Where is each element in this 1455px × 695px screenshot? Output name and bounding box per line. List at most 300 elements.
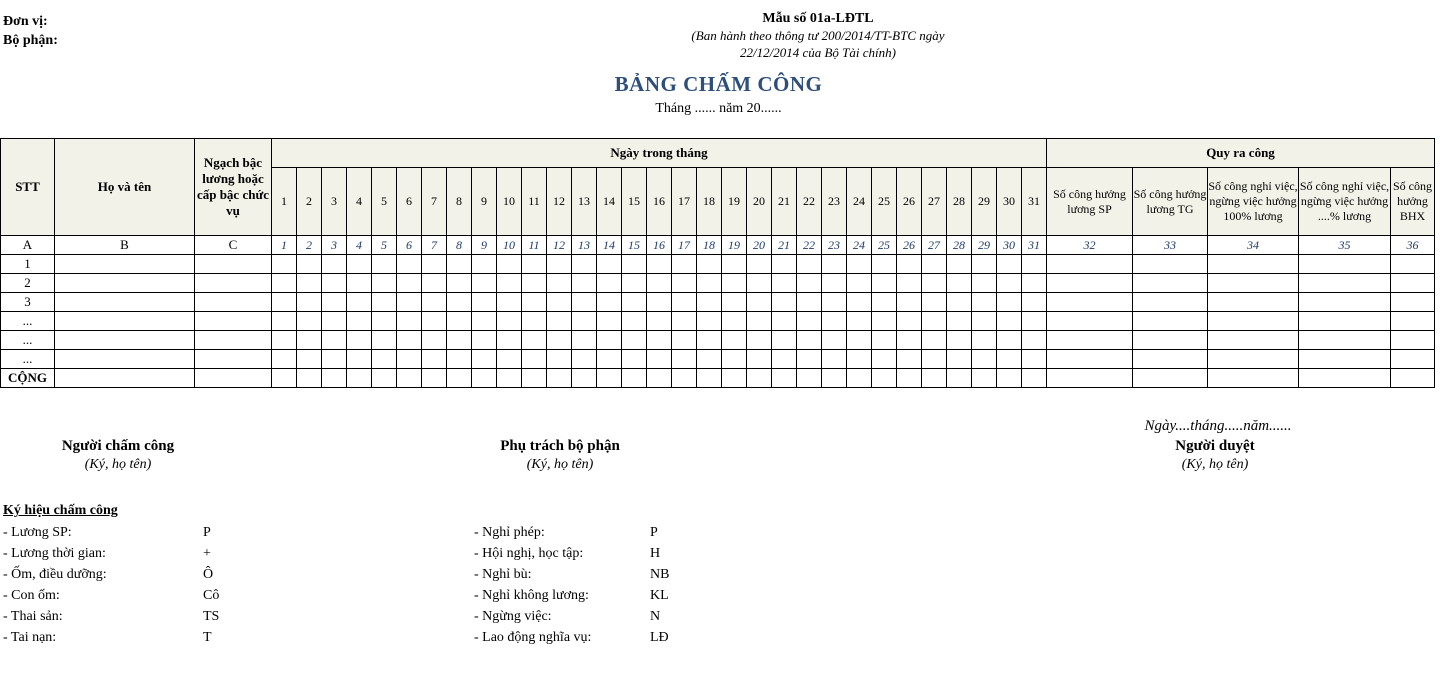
- entry-cell[interactable]: [547, 331, 572, 350]
- entry-cell[interactable]: [1208, 274, 1299, 293]
- entry-cell[interactable]: [947, 350, 972, 369]
- entry-cell[interactable]: [672, 293, 697, 312]
- entry-cell[interactable]: [1391, 274, 1435, 293]
- code-day: 21: [772, 236, 797, 255]
- entry-cell[interactable]: [472, 274, 497, 293]
- entry-cell[interactable]: [1133, 255, 1208, 274]
- entry-cell[interactable]: [472, 293, 497, 312]
- entry-cell[interactable]: [547, 274, 572, 293]
- entry-cell[interactable]: [522, 312, 547, 331]
- entry-cell[interactable]: [1208, 350, 1299, 369]
- entry-cell[interactable]: [922, 274, 947, 293]
- total-cell[interactable]: [272, 369, 297, 388]
- entry-cell[interactable]: [697, 274, 722, 293]
- entry-cell[interactable]: [1022, 274, 1047, 293]
- entry-cell[interactable]: [1047, 255, 1133, 274]
- entry-cell[interactable]: [272, 331, 297, 350]
- entry-cell[interactable]: [972, 312, 997, 331]
- entry-cell[interactable]: [997, 312, 1022, 331]
- code-day: 17: [672, 236, 697, 255]
- entry-cell[interactable]: [1299, 350, 1391, 369]
- entry-cell[interactable]: [947, 331, 972, 350]
- entry-cell[interactable]: [947, 255, 972, 274]
- entry-cell[interactable]: [55, 274, 195, 293]
- entry-cell[interactable]: [347, 293, 372, 312]
- entry-cell[interactable]: [872, 293, 897, 312]
- entry-cell[interactable]: [472, 331, 497, 350]
- entry-cell[interactable]: [747, 293, 772, 312]
- entry-cell[interactable]: [647, 293, 672, 312]
- entry-cell[interactable]: [697, 331, 722, 350]
- entry-cell[interactable]: [772, 255, 797, 274]
- entry-cell[interactable]: [572, 312, 597, 331]
- approver-signature: [1115, 438, 1315, 473]
- entry-cell[interactable]: [722, 312, 747, 331]
- entry-cell[interactable]: [797, 293, 822, 312]
- legend-label: - Lương SP:: [3, 525, 72, 540]
- total-cell[interactable]: [1047, 369, 1133, 388]
- entry-cell[interactable]: [672, 255, 697, 274]
- entry-cell[interactable]: [647, 331, 672, 350]
- entry-cell[interactable]: [697, 312, 722, 331]
- entry-cell[interactable]: [422, 255, 447, 274]
- entry-cell[interactable]: [55, 293, 195, 312]
- entry-cell[interactable]: [272, 312, 297, 331]
- day-header: 30: [997, 168, 1022, 236]
- entry-cell[interactable]: [822, 331, 847, 350]
- total-cell[interactable]: [1022, 369, 1047, 388]
- entry-cell[interactable]: [922, 331, 947, 350]
- entry-cell[interactable]: [497, 350, 522, 369]
- entry-cell[interactable]: [1208, 312, 1299, 331]
- entry-cell[interactable]: [822, 293, 847, 312]
- entry-cell[interactable]: [1208, 331, 1299, 350]
- entry-cell[interactable]: [322, 274, 347, 293]
- entry-cell[interactable]: [872, 350, 897, 369]
- code-day: 26: [897, 236, 922, 255]
- total-cell[interactable]: [697, 369, 722, 388]
- day-header: 27: [922, 168, 947, 236]
- entry-cell[interactable]: [297, 255, 322, 274]
- code-day: 15: [622, 236, 647, 255]
- entry-cell[interactable]: [847, 331, 872, 350]
- entry-cell[interactable]: [622, 293, 647, 312]
- entry-cell[interactable]: [372, 331, 397, 350]
- entry-cell[interactable]: [195, 312, 272, 331]
- entry-cell[interactable]: [322, 312, 347, 331]
- legend-code: NB: [650, 567, 670, 582]
- entry-cell[interactable]: [697, 350, 722, 369]
- entry-cell[interactable]: [1299, 274, 1391, 293]
- entry-cell[interactable]: [772, 274, 797, 293]
- col-header-grade: Ngạch bậc lương hoặc cấp bậc chức vụ: [195, 139, 272, 236]
- total-cell[interactable]: [1299, 369, 1391, 388]
- entry-cell[interactable]: [897, 255, 922, 274]
- total-cell[interactable]: [922, 369, 947, 388]
- entry-cell[interactable]: [522, 350, 547, 369]
- legend-code: Cô: [203, 588, 220, 603]
- total-cell[interactable]: [372, 369, 397, 388]
- total-cell[interactable]: [497, 369, 522, 388]
- entry-cell[interactable]: [1022, 293, 1047, 312]
- entry-cell[interactable]: [947, 293, 972, 312]
- entry-cell[interactable]: [1022, 255, 1047, 274]
- entry-cell[interactable]: [397, 331, 422, 350]
- entry-cell[interactable]: [672, 331, 697, 350]
- entry-cell[interactable]: [972, 293, 997, 312]
- entry-cell[interactable]: [1391, 293, 1435, 312]
- entry-cell[interactable]: [547, 312, 572, 331]
- entry-cell[interactable]: [522, 255, 547, 274]
- entry-cell[interactable]: [972, 350, 997, 369]
- entry-cell[interactable]: [872, 331, 897, 350]
- entry-cell[interactable]: [272, 293, 297, 312]
- entry-cell[interactable]: [997, 331, 1022, 350]
- entry-cell[interactable]: [547, 350, 572, 369]
- entry-cell[interactable]: [272, 350, 297, 369]
- entry-cell[interactable]: [55, 312, 195, 331]
- entry-cell[interactable]: [1022, 350, 1047, 369]
- entry-cell[interactable]: [297, 293, 322, 312]
- entry-cell[interactable]: [1391, 331, 1435, 350]
- entry-cell[interactable]: [497, 274, 522, 293]
- entry-cell[interactable]: [372, 350, 397, 369]
- entry-cell[interactable]: [397, 255, 422, 274]
- entry-cell[interactable]: [522, 293, 547, 312]
- entry-cell[interactable]: [397, 293, 422, 312]
- total-cell[interactable]: [1133, 369, 1208, 388]
- code-day: 5: [372, 236, 397, 255]
- entry-cell[interactable]: [622, 255, 647, 274]
- entry-cell[interactable]: [597, 331, 622, 350]
- total-cell[interactable]: [195, 369, 272, 388]
- total-cell[interactable]: [622, 369, 647, 388]
- total-cell[interactable]: [422, 369, 447, 388]
- entry-cell[interactable]: [747, 255, 772, 274]
- total-cell[interactable]: [347, 369, 372, 388]
- total-cell[interactable]: [522, 369, 547, 388]
- entry-cell[interactable]: [897, 350, 922, 369]
- legend-item: [474, 627, 754, 648]
- entry-cell[interactable]: [972, 255, 997, 274]
- entry-cell[interactable]: [1047, 312, 1133, 331]
- entry-cell[interactable]: [597, 293, 622, 312]
- entry-cell[interactable]: [597, 274, 622, 293]
- entry-cell[interactable]: [797, 274, 822, 293]
- entry-cell[interactable]: [1047, 293, 1133, 312]
- row-number: 3: [1, 293, 55, 312]
- entry-cell[interactable]: [797, 350, 822, 369]
- entry-cell[interactable]: [372, 255, 397, 274]
- entry-cell[interactable]: [822, 312, 847, 331]
- entry-cell[interactable]: [972, 331, 997, 350]
- entry-cell[interactable]: [472, 312, 497, 331]
- day-header: 26: [897, 168, 922, 236]
- total-cell[interactable]: [1208, 369, 1299, 388]
- entry-cell[interactable]: [722, 274, 747, 293]
- entry-cell[interactable]: [497, 331, 522, 350]
- entry-cell[interactable]: [1022, 331, 1047, 350]
- legend-item: [3, 543, 283, 564]
- entry-cell[interactable]: [897, 293, 922, 312]
- entry-cell[interactable]: [847, 350, 872, 369]
- entry-cell[interactable]: [397, 274, 422, 293]
- entry-cell[interactable]: [55, 255, 195, 274]
- entry-cell[interactable]: [772, 331, 797, 350]
- total-cell[interactable]: [547, 369, 572, 388]
- entry-cell[interactable]: [1208, 293, 1299, 312]
- entry-cell[interactable]: [922, 350, 947, 369]
- entry-cell[interactable]: [472, 255, 497, 274]
- entry-cell[interactable]: [572, 293, 597, 312]
- entry-cell[interactable]: [897, 312, 922, 331]
- entry-cell[interactable]: [1208, 255, 1299, 274]
- entry-cell[interactable]: [195, 274, 272, 293]
- total-cell[interactable]: [597, 369, 622, 388]
- entry-cell[interactable]: [322, 331, 347, 350]
- total-cell[interactable]: [947, 369, 972, 388]
- entry-cell[interactable]: [272, 274, 297, 293]
- entry-cell[interactable]: [722, 350, 747, 369]
- entry-cell[interactable]: [1133, 293, 1208, 312]
- entry-cell[interactable]: [547, 255, 572, 274]
- entry-cell[interactable]: [772, 350, 797, 369]
- total-cell[interactable]: [297, 369, 322, 388]
- date-line: Ngày....tháng.....năm......: [1144, 418, 1292, 434]
- total-cell[interactable]: [447, 369, 472, 388]
- entry-cell[interactable]: [1391, 255, 1435, 274]
- code-day: 6: [397, 236, 422, 255]
- entry-cell[interactable]: [195, 350, 272, 369]
- entry-cell[interactable]: [372, 312, 397, 331]
- total-cell[interactable]: [55, 369, 195, 388]
- total-cell[interactable]: [722, 369, 747, 388]
- entry-cell[interactable]: [1047, 331, 1133, 350]
- entry-cell[interactable]: [1391, 312, 1435, 331]
- total-cell[interactable]: [797, 369, 822, 388]
- entry-cell[interactable]: [322, 255, 347, 274]
- entry-cell[interactable]: [822, 350, 847, 369]
- entry-cell[interactable]: [347, 331, 372, 350]
- code-day: 24: [847, 236, 872, 255]
- entry-cell[interactable]: [972, 274, 997, 293]
- code-day: 23: [822, 236, 847, 255]
- entry-cell[interactable]: [447, 331, 472, 350]
- entry-cell[interactable]: [722, 331, 747, 350]
- total-cell[interactable]: [572, 369, 597, 388]
- entry-cell[interactable]: [922, 312, 947, 331]
- entry-cell[interactable]: [872, 312, 897, 331]
- entry-cell[interactable]: [722, 293, 747, 312]
- entry-cell[interactable]: [195, 293, 272, 312]
- entry-cell[interactable]: [297, 331, 322, 350]
- entry-cell[interactable]: [622, 312, 647, 331]
- entry-cell[interactable]: [697, 293, 722, 312]
- entry-cell[interactable]: [997, 293, 1022, 312]
- entry-cell[interactable]: [822, 255, 847, 274]
- entry-cell[interactable]: [847, 312, 872, 331]
- entry-cell[interactable]: [447, 293, 472, 312]
- entry-cell[interactable]: [322, 350, 347, 369]
- entry-cell[interactable]: [797, 312, 822, 331]
- entry-cell[interactable]: [747, 274, 772, 293]
- entry-cell[interactable]: [55, 350, 195, 369]
- code-day: 27: [922, 236, 947, 255]
- entry-cell[interactable]: [997, 350, 1022, 369]
- month-line: Tháng ...... năm 20......: [655, 101, 782, 116]
- entry-cell[interactable]: [847, 255, 872, 274]
- entry-cell[interactable]: [872, 274, 897, 293]
- entry-cell[interactable]: [997, 274, 1022, 293]
- entry-cell[interactable]: [722, 255, 747, 274]
- total-cell[interactable]: [772, 369, 797, 388]
- row-number: ...: [1, 350, 55, 369]
- total-cell[interactable]: [822, 369, 847, 388]
- code-day: 10: [497, 236, 522, 255]
- dept-label: Bộ phận:: [3, 33, 58, 48]
- day-header: 24: [847, 168, 872, 236]
- total-cell[interactable]: [1391, 369, 1435, 388]
- entry-cell[interactable]: [1299, 312, 1391, 331]
- entry-cell[interactable]: [297, 312, 322, 331]
- entry-cell[interactable]: [947, 274, 972, 293]
- entry-cell[interactable]: [1133, 331, 1208, 350]
- entry-cell[interactable]: [1299, 293, 1391, 312]
- entry-cell[interactable]: [572, 274, 597, 293]
- entry-cell[interactable]: [647, 274, 672, 293]
- entry-cell[interactable]: [1391, 350, 1435, 369]
- entry-cell[interactable]: [897, 331, 922, 350]
- entry-cell[interactable]: [422, 350, 447, 369]
- entry-cell[interactable]: [847, 293, 872, 312]
- entry-cell[interactable]: [272, 255, 297, 274]
- total-cell[interactable]: [972, 369, 997, 388]
- entry-cell[interactable]: [1133, 274, 1208, 293]
- entry-cell[interactable]: [447, 312, 472, 331]
- legend-code: P: [650, 525, 658, 540]
- entry-cell[interactable]: [397, 312, 422, 331]
- total-cell[interactable]: [397, 369, 422, 388]
- total-cell[interactable]: [997, 369, 1022, 388]
- entry-cell[interactable]: [195, 331, 272, 350]
- entry-cell[interactable]: [322, 293, 347, 312]
- entry-cell[interactable]: [372, 274, 397, 293]
- entry-cell[interactable]: [872, 255, 897, 274]
- entry-cell[interactable]: [922, 255, 947, 274]
- entry-cell[interactable]: [747, 312, 772, 331]
- entry-cell[interactable]: [847, 274, 872, 293]
- entry-cell[interactable]: [1133, 350, 1208, 369]
- entry-cell[interactable]: [647, 312, 672, 331]
- entry-cell[interactable]: [422, 312, 447, 331]
- entry-cell[interactable]: [347, 255, 372, 274]
- entry-cell[interactable]: [447, 350, 472, 369]
- entry-cell[interactable]: [1299, 331, 1391, 350]
- entry-cell[interactable]: [572, 350, 597, 369]
- entry-cell[interactable]: [195, 255, 272, 274]
- entry-cell[interactable]: [622, 331, 647, 350]
- entry-cell[interactable]: [922, 293, 947, 312]
- entry-cell[interactable]: [1299, 255, 1391, 274]
- entry-cell[interactable]: [1022, 312, 1047, 331]
- total-cell[interactable]: [847, 369, 872, 388]
- entry-cell[interactable]: [347, 350, 372, 369]
- entry-cell[interactable]: [347, 312, 372, 331]
- entry-cell[interactable]: [472, 350, 497, 369]
- entry-cell[interactable]: [797, 331, 822, 350]
- entry-cell[interactable]: [647, 255, 672, 274]
- entry-cell[interactable]: [1133, 312, 1208, 331]
- entry-cell[interactable]: [697, 255, 722, 274]
- legend-item: [3, 564, 283, 585]
- entry-cell[interactable]: [622, 274, 647, 293]
- legend-left: [3, 522, 283, 648]
- entry-cell[interactable]: [597, 312, 622, 331]
- entry-cell[interactable]: [297, 274, 322, 293]
- entry-cell[interactable]: [447, 255, 472, 274]
- entry-cell[interactable]: [1047, 274, 1133, 293]
- total-cell[interactable]: [897, 369, 922, 388]
- entry-cell[interactable]: [497, 312, 522, 331]
- entry-cell[interactable]: [797, 255, 822, 274]
- entry-cell[interactable]: [1047, 350, 1133, 369]
- entry-cell[interactable]: [747, 350, 772, 369]
- entry-cell[interactable]: [397, 350, 422, 369]
- total-cell[interactable]: [872, 369, 897, 388]
- total-cell[interactable]: [647, 369, 672, 388]
- entry-cell[interactable]: [447, 274, 472, 293]
- total-cell[interactable]: [672, 369, 697, 388]
- entry-cell[interactable]: [522, 331, 547, 350]
- entry-cell[interactable]: [572, 331, 597, 350]
- table-row: [1, 255, 1435, 274]
- entry-cell[interactable]: [422, 293, 447, 312]
- entry-cell[interactable]: [672, 312, 697, 331]
- entry-cell[interactable]: [997, 255, 1022, 274]
- total-cell[interactable]: [472, 369, 497, 388]
- entry-cell[interactable]: [772, 293, 797, 312]
- entry-cell[interactable]: [622, 350, 647, 369]
- entry-cell[interactable]: [597, 350, 622, 369]
- legend-title: Ký hiệu chấm công: [3, 503, 118, 518]
- entry-cell[interactable]: [947, 312, 972, 331]
- entry-cell[interactable]: [497, 255, 522, 274]
- entry-cell[interactable]: [547, 293, 572, 312]
- entry-cell[interactable]: [422, 274, 447, 293]
- entry-cell[interactable]: [772, 312, 797, 331]
- entry-cell[interactable]: [422, 331, 447, 350]
- entry-cell[interactable]: [372, 293, 397, 312]
- code-summary: 34: [1208, 236, 1299, 255]
- entry-cell[interactable]: [347, 274, 372, 293]
- entry-cell[interactable]: [55, 331, 195, 350]
- entry-cell[interactable]: [672, 350, 697, 369]
- entry-cell[interactable]: [672, 274, 697, 293]
- entry-cell[interactable]: [497, 293, 522, 312]
- legend-item: [3, 522, 283, 543]
- entry-cell[interactable]: [522, 274, 547, 293]
- entry-cell[interactable]: [897, 274, 922, 293]
- entry-cell[interactable]: [647, 350, 672, 369]
- entry-cell[interactable]: [747, 331, 772, 350]
- total-cell[interactable]: [747, 369, 772, 388]
- entry-cell[interactable]: [297, 350, 322, 369]
- code-day: 25: [872, 236, 897, 255]
- entry-cell[interactable]: [597, 255, 622, 274]
- entry-cell[interactable]: [822, 274, 847, 293]
- total-cell[interactable]: [322, 369, 347, 388]
- entry-cell[interactable]: [572, 255, 597, 274]
